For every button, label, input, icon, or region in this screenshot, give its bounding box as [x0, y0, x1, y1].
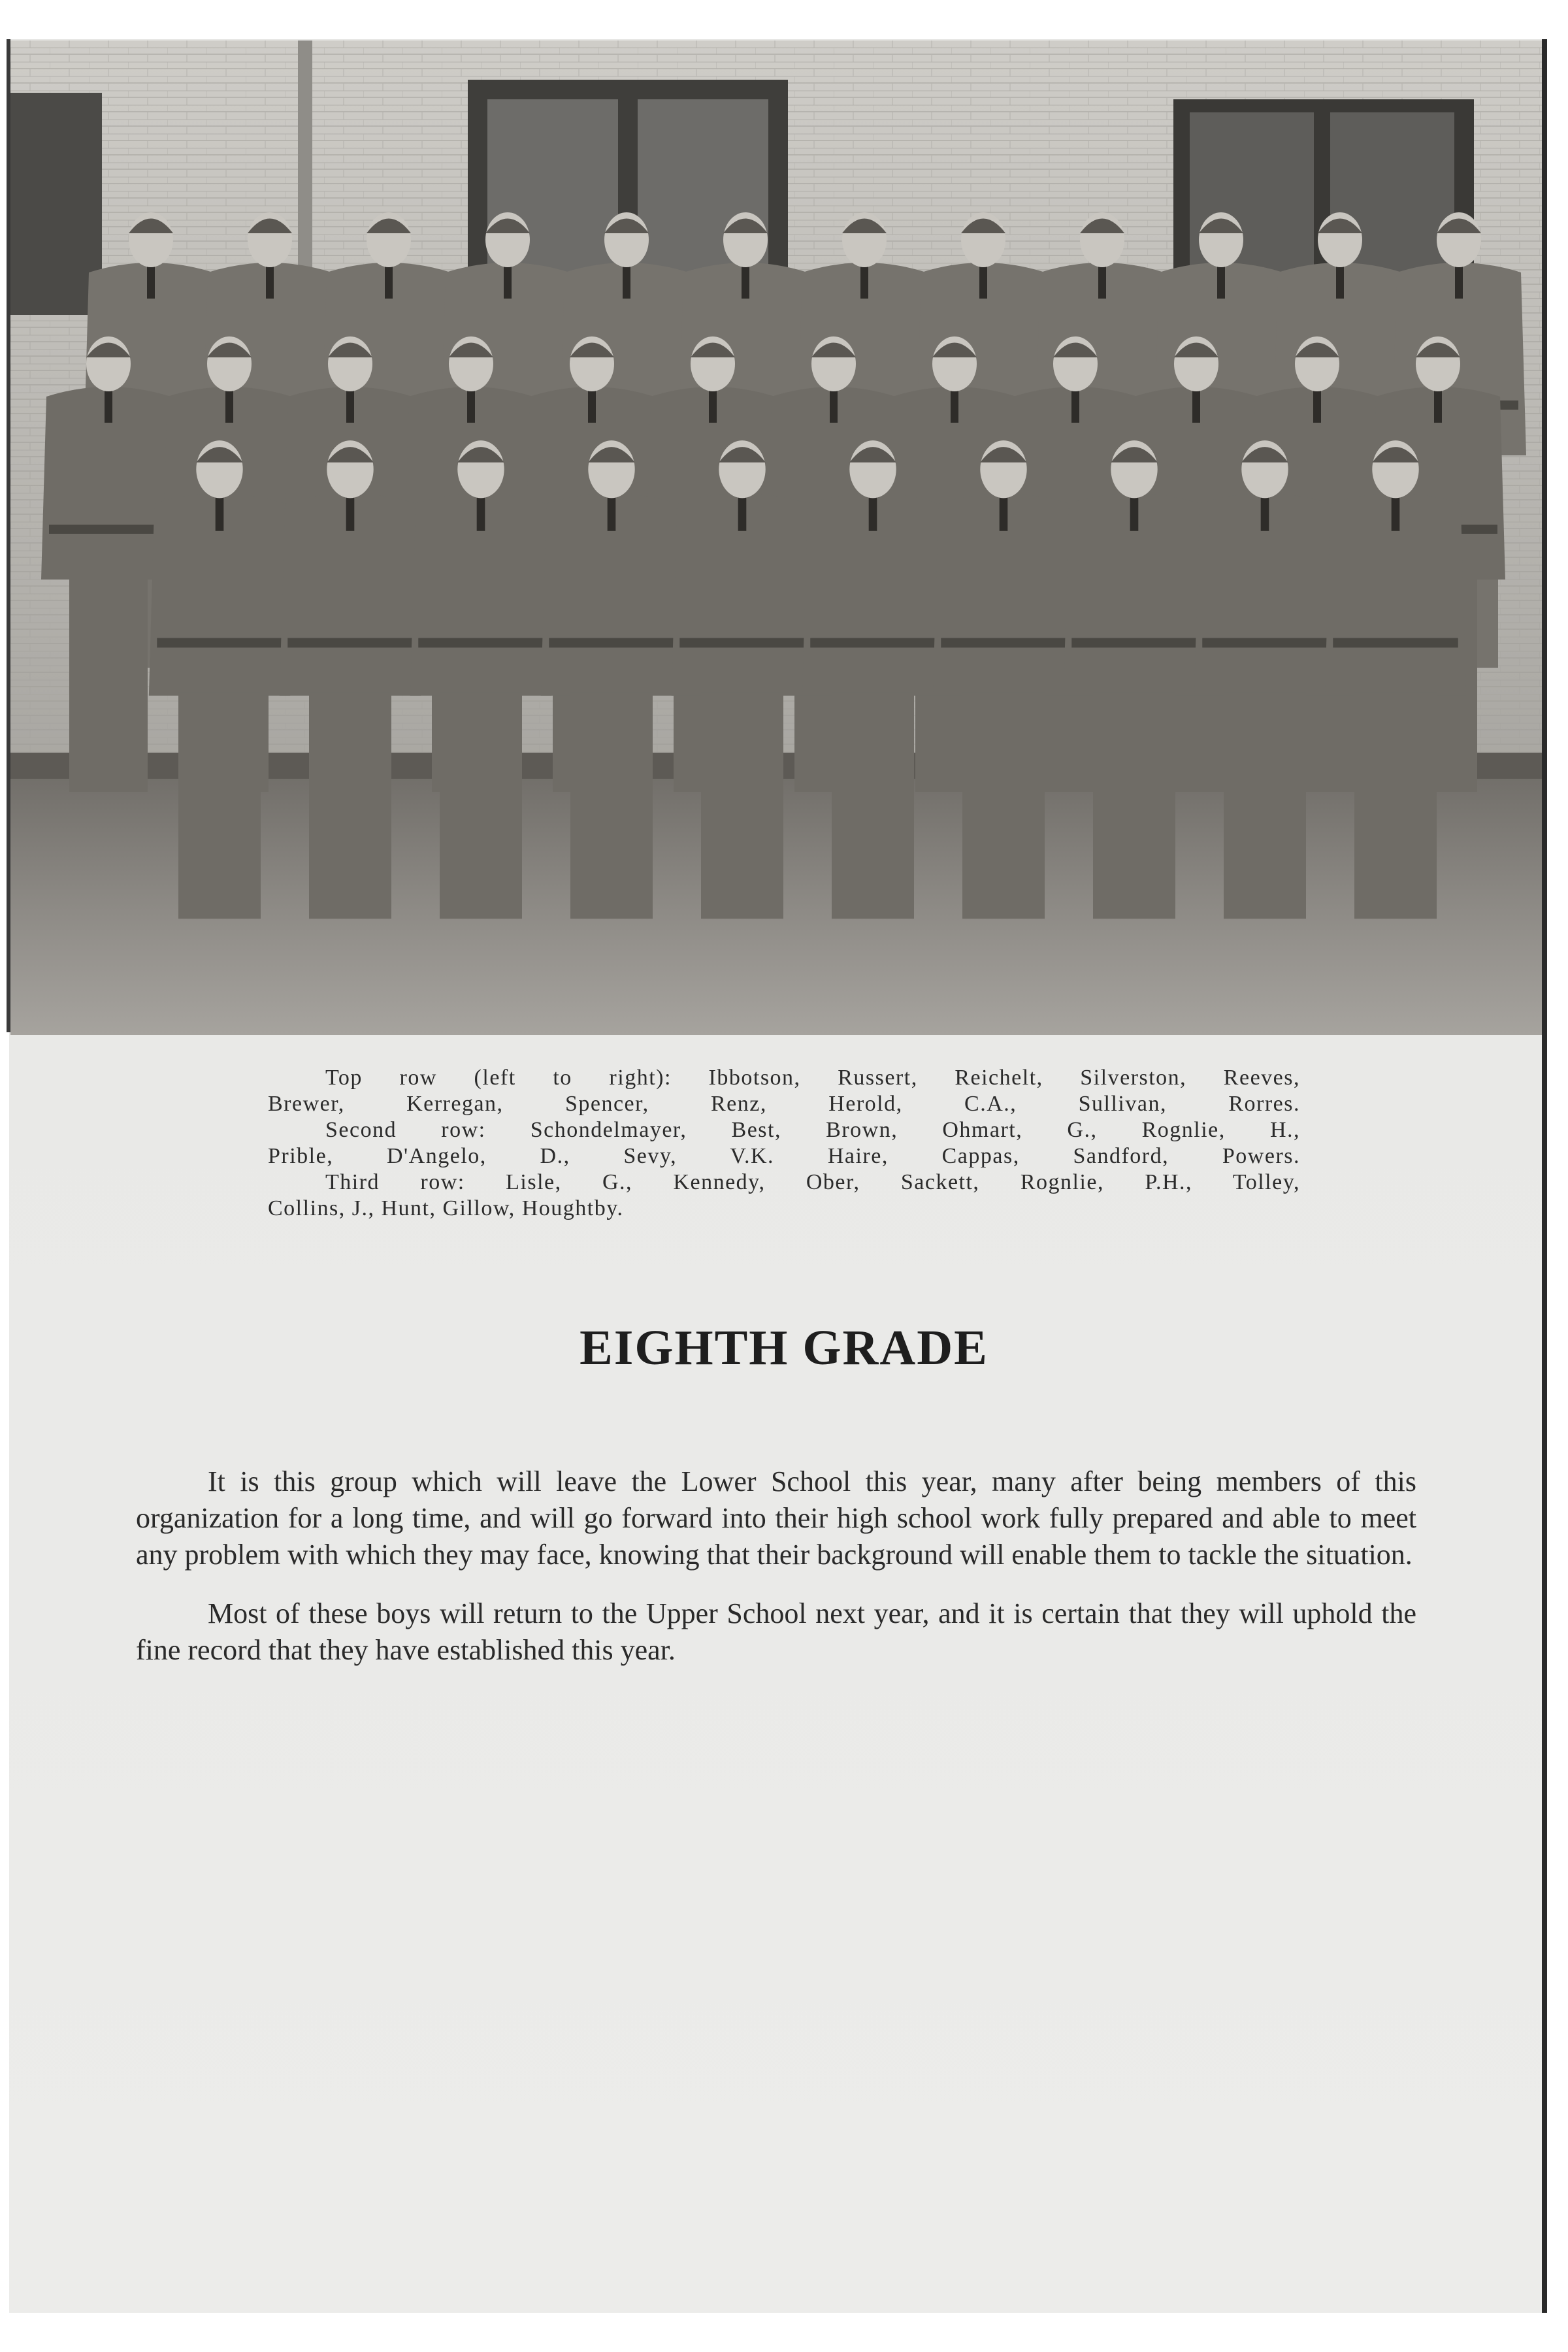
caption-line: Prible, D'Angelo, D., Sevy, V.K. Haire, Cappas, Sandford, Powers. [268, 1144, 1300, 1168]
group-photo [10, 41, 1542, 1035]
caption-line: Collins, J., Hunt, Gillow, Houghtby. [268, 1196, 624, 1220]
caption-line: Second row: Schondelmayer, Best, Brown, Ohmart, G., Rognlie, H., [325, 1118, 1300, 1142]
caption-line: Brewer, Kerregan, Spencer, Renz, Herold, C.A., Sullivan, Rorres. [268, 1092, 1300, 1116]
body-paragraph: It is this group which will leave the Lower School this year, many after being members of this organization for a long time, and will go forward into their high school work fully prepared and able to meet any problem with which they may face, knowing that their background will enable them to tackle the situation. [136, 1465, 1416, 1571]
body-text [136, 1463, 1416, 1691]
caption-line: Third row: Lisle, G., Kennedy, Ober, Sackett, Rognlie, P.H., Tolley, [325, 1170, 1300, 1194]
caption-line: Top row (left to right): Ibbotson, Russert, Reichelt, Silverston, Reeves, [325, 1066, 1300, 1090]
page-right-edge [1542, 39, 1547, 2313]
body-paragraph: Most of these boys will return to the Upper School next year, and it is certain that they will uphold the fine record that they have established this year. [136, 1597, 1416, 1666]
page-title: EIGHTH GRADE [580, 1320, 988, 1375]
photo-caption [268, 1065, 1300, 1222]
